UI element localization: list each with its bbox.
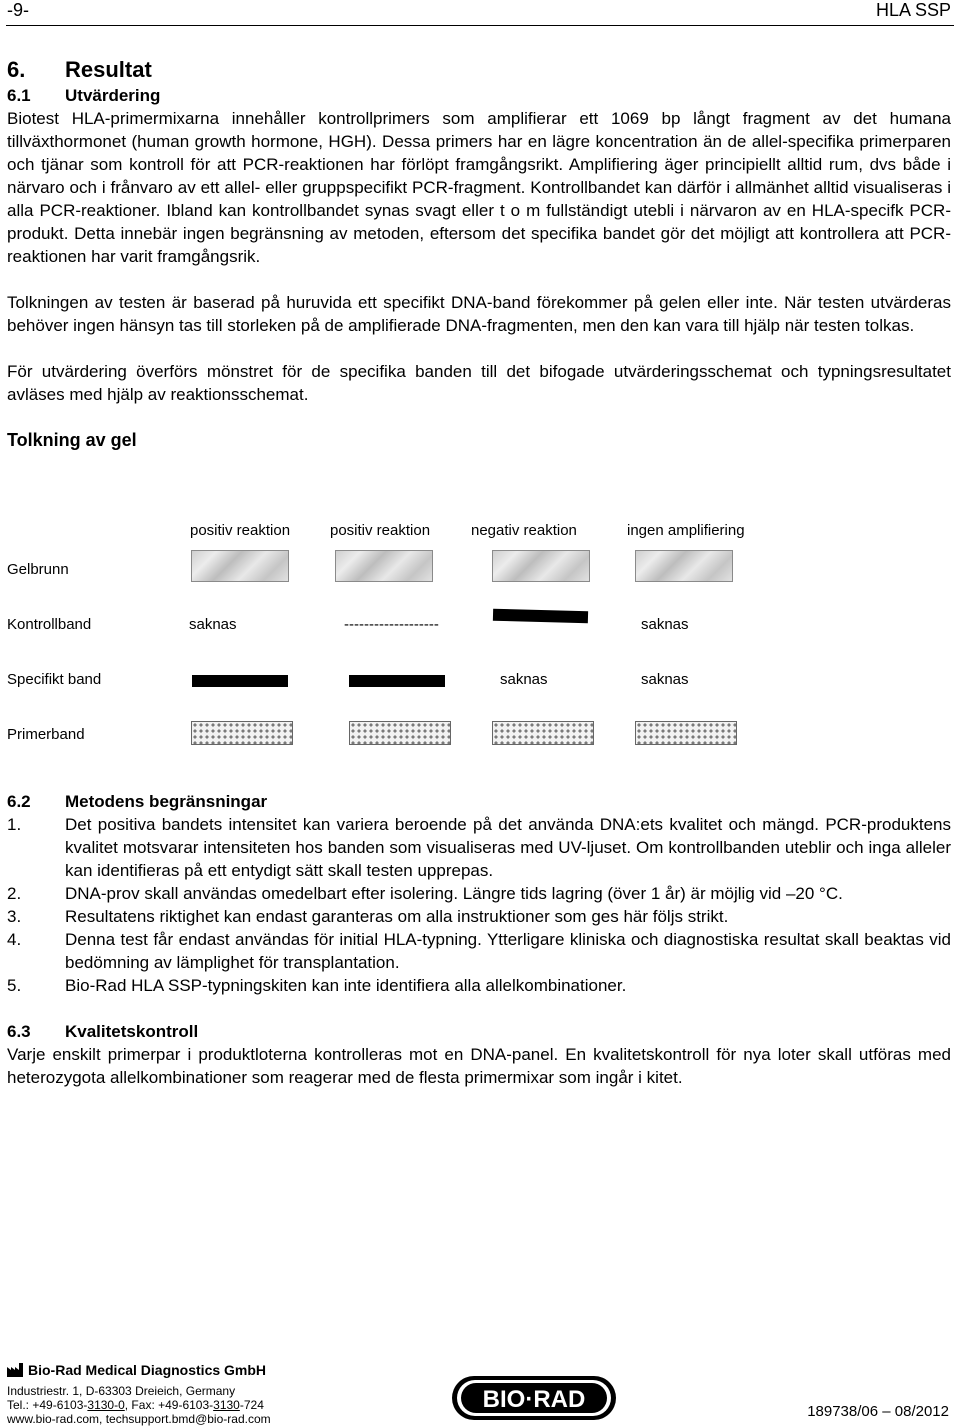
svg-text:BIO·RAD: BIO·RAD — [482, 1386, 586, 1413]
gel-title: Tolkning av gel — [7, 430, 137, 450]
section-title: Kvalitetskontroll — [65, 1022, 199, 1041]
section-6-3-heading — [7, 1020, 951, 1043]
list-text: Bio-Rad HLA SSP-typningskiten kan inte identifiera alla allelkombinationer. — [65, 976, 627, 995]
address-line: Industriestr. 1, D-63303 Dreieich, Germany — [7, 1384, 236, 1398]
section-6-2-heading — [7, 790, 951, 813]
cell-value: saknas — [641, 671, 689, 688]
page-footer — [7, 1360, 951, 1427]
gel-well — [635, 550, 733, 582]
document-body-continued — [7, 790, 951, 1089]
list-item — [7, 905, 951, 928]
list-text: Resultatens riktighet kan endast garanteras om alla instruktioner som ges här följs strikt. — [65, 907, 729, 926]
cell-value: saknas — [641, 616, 689, 633]
list-number: 1. — [7, 815, 22, 834]
row-label-specifikt-band: Specifikt band — [7, 671, 102, 688]
cell-value: saknas — [500, 671, 548, 688]
list-text: Denna test får endast användas för initial HLA-typning. Ytterligare kliniska och diagnostiska resultat skall beaktas vid bedömning av lämplighet för transplantation. — [65, 930, 951, 972]
section-title: Utvärdering — [65, 86, 161, 105]
bio-rad-logo — [450, 1374, 618, 1422]
list-text: DNA-prov skall användas omedelbart efter isolering. Längre tids lagring (över 1 år) är möjlig vid –20 °C. — [65, 884, 843, 903]
primer-band — [492, 721, 594, 745]
section-title: Metodens begränsningar — [65, 792, 268, 811]
specific-band — [192, 675, 288, 687]
row-label-primerband: Primerband — [7, 726, 85, 743]
list-number: 5. — [7, 976, 22, 995]
list-item — [7, 882, 951, 905]
product-name: HLA SSP — [875, 0, 951, 20]
list-number: 3. — [7, 907, 22, 926]
web-line: www.bio-rad.com, techsupport.bmd@bio-rad.com — [7, 1412, 271, 1426]
cell-value: saknas — [189, 616, 237, 633]
gel-well — [191, 550, 289, 582]
paragraph: För utvärdering överförs mönstret för de specifika banden till det bifogade utvärderingsschemat och typningsresultatet avläses med hjälp av reaktionsschemat. — [7, 362, 951, 404]
company-name — [7, 1362, 266, 1378]
section-number: 6.3 — [7, 1022, 31, 1041]
section-6-1-heading — [7, 84, 951, 107]
gel-well — [492, 550, 590, 582]
list-item — [7, 813, 951, 882]
section-number: 6.2 — [7, 792, 31, 811]
list-item — [7, 974, 951, 997]
limitations-list — [7, 813, 951, 997]
list-text: Det positiva bandets intensitet kan variera beroende på det använda DNA:ets kvalitet och mängd. PCR-produktens kvalitet motsvarar intensiteten hos banden som visualiseras med UV-ljuset. Om kontrollbanden uteblir och inga alleler kan identifieras på ett entydigt sätt skall testen upprepas. — [65, 815, 951, 880]
column-header: positiv reaktion — [330, 522, 431, 539]
section-number: 6.1 — [7, 86, 31, 105]
control-band — [493, 609, 588, 623]
page-header — [7, 0, 951, 24]
column-header: negativ reaktion — [471, 522, 577, 539]
list-item — [7, 928, 951, 974]
company-address — [7, 1384, 271, 1426]
cell-value: ------------------- — [344, 616, 439, 633]
paragraph: Varje enskilt primerpar i produktloterna kontrolleras mot en DNA-panel. En kvalitetskontroll för nya loter skall utföras med heterozygota allelkombinationer som reagerar med de flesta primermixar som ingår i kitet. — [7, 1045, 951, 1087]
section-number: 6. — [7, 57, 26, 82]
page-number: -9- — [7, 0, 29, 20]
section-6-heading — [7, 56, 951, 84]
factory-icon — [7, 1363, 25, 1377]
document-body — [7, 56, 951, 452]
phone-fax-line: Tel.: +49-6103-3130-0, Fax: +49-6103-3130-724 — [7, 1398, 264, 1412]
paragraph: Biotest HLA-primermixarna innehåller kontrollprimers som amplifierar ett 1069 bp långt fragment av det humana tillväxthormonet (human growth hormone, HGH). Dessa primers har en lägre koncentration än de allel-specifika primerparen och tjänar som kontroll för att PCR-reaktionen har förlöpt framgångsrikt. Amplifiering äger principiellt alltid rum, dvs både i närvaro och i frånvaro av ett allel- eller gruppspecifikt PCR-fragment. Kontrollbandet kan därför i allmänhet alltid visualiseras i alla PCR-reaktioner. Ibland kan kontrollbandet synas svagt eller t o m fullständigt utebli i närvaron av en HLA-specifk PCR-produkt. Detta innebär ingen begränsning av metoden, eftersom det specifika bandet gör det möjligt att kontrollera att PCR-reaktionen har varit framgångsrik. — [7, 109, 951, 266]
paragraph: Tolkningen av testen är baserad på huruvida ett specifikt DNA-band förekommer på gelen eller inte. När testen utvärderas behöver ingen hänsyn tas till storleken på de amplifierade DNA-fragmenten, men den kan vara till hjälp när testen tolkas. — [7, 293, 951, 335]
list-number: 4. — [7, 930, 22, 949]
column-header: positiv reaktion — [190, 522, 291, 539]
company-name-text: Bio-Rad Medical Diagnostics GmbH — [28, 1362, 267, 1378]
column-header: ingen amplifiering — [627, 522, 745, 539]
row-label-gelbrunn: Gelbrunn — [7, 561, 69, 578]
primer-band — [191, 721, 293, 745]
primer-band — [349, 721, 451, 745]
document-number: 189738/06 – 08/2012 — [807, 1403, 949, 1420]
specific-band — [349, 675, 445, 687]
gel-well — [335, 550, 433, 582]
row-label-kontrollband: Kontrollband — [7, 616, 92, 633]
list-number: 2. — [7, 884, 22, 903]
primer-band — [635, 721, 737, 745]
header-rule — [6, 25, 954, 26]
section-title: Resultat — [65, 57, 152, 82]
